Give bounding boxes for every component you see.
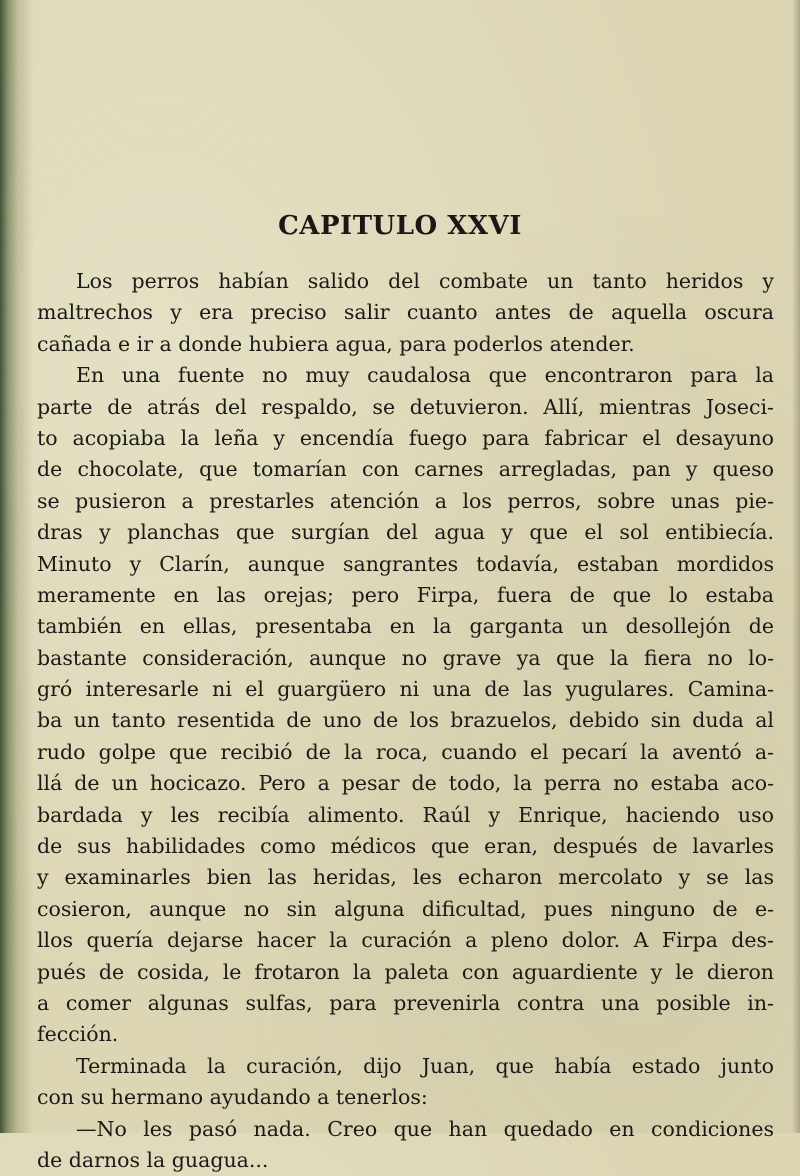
text-line: pués de cosida, le frotaron la paleta con aguardiente y le dieron (37, 959, 774, 984)
text-line: dras y planchas que surgían del agua y que el sol entibiecía. (37, 520, 774, 545)
body-text (37, 266, 774, 1176)
text-line: ba un tanto resentida de uno de los brazuelos, debido sin duda al (37, 708, 774, 733)
text-line: Terminada la curación, dijo Juan, que había estado junto (76, 1053, 774, 1078)
text-line: cañada e ir a donde hubiera agua, para poderlos atender. (37, 331, 635, 356)
text-line: y examinarles bien las heridas, les echaron mercolato y se las (37, 865, 774, 890)
text-line: —No les pasó nada. Creo que han quedado en condiciones (76, 1116, 774, 1141)
text-line: a comer algunas sulfas, para prevenirla contra una posible in- (37, 990, 774, 1015)
text-line: se pusieron a prestarles atención a los perros, sobre unas pie- (37, 488, 774, 513)
text-line: con su hermano ayudando a tenerlos: (37, 1085, 428, 1110)
text-line: llá de un hocicazo. Pero a pesar de todo, la perra no estaba aco- (37, 771, 774, 796)
text-line: de sus habilidades como médicos que eran, después de lavarles (37, 834, 774, 859)
text-line: Los perros habían salido del combate un tanto heridos y (76, 269, 774, 293)
chapter-title: CAPITULO XXVI (278, 211, 522, 241)
text-line: de chocolate, que tomarían con carnes arregladas, pan y queso (37, 457, 774, 482)
text-line: de darnos la guagua... (37, 1147, 269, 1172)
text-line: llos quería dejarse hacer la curación a pleno dolor. A Firpa des- (37, 928, 774, 953)
text-line: parte de atrás del respaldo, se detuvieron. Allí, mientras Joseci- (37, 394, 774, 419)
text-line: bastante consideración, aunque no grave ya que la fiera no lo- (37, 645, 774, 670)
text-line: gró interesarle ni el guargüero ni una de las yugulares. Camina- (37, 677, 774, 702)
text-line: meramente en las orejas; pero Firpa, fuera de que lo estaba (37, 582, 774, 607)
text-line: cosieron, aunque no sin alguna dificultad, pues ninguno de e- (37, 896, 774, 921)
page-edge-shadow (792, 0, 800, 1133)
text-line: fección. (37, 1022, 119, 1047)
text-line: también en ellas, presentaba en la garganta un desollejón de (37, 614, 774, 639)
spine-shadow (0, 0, 34, 1133)
text-line: to acopiaba la leña y encendía fuego para fabricar el desayuno (37, 425, 774, 450)
text-line: rudo golpe que recibió de la roca, cuando el pecarí la aventó a- (37, 739, 774, 764)
text-line: maltrechos y era preciso salir cuanto antes de aquella oscura (37, 300, 774, 325)
text-line: bardada y les recibía alimento. Raúl y Enrique, haciendo uso (37, 802, 774, 827)
text-line: En una fuente no muy caudalosa que encontraron para la (76, 363, 774, 388)
text-line: Minuto y Clarín, aunque sangrantes todavía, estaban mordidos (37, 551, 774, 576)
